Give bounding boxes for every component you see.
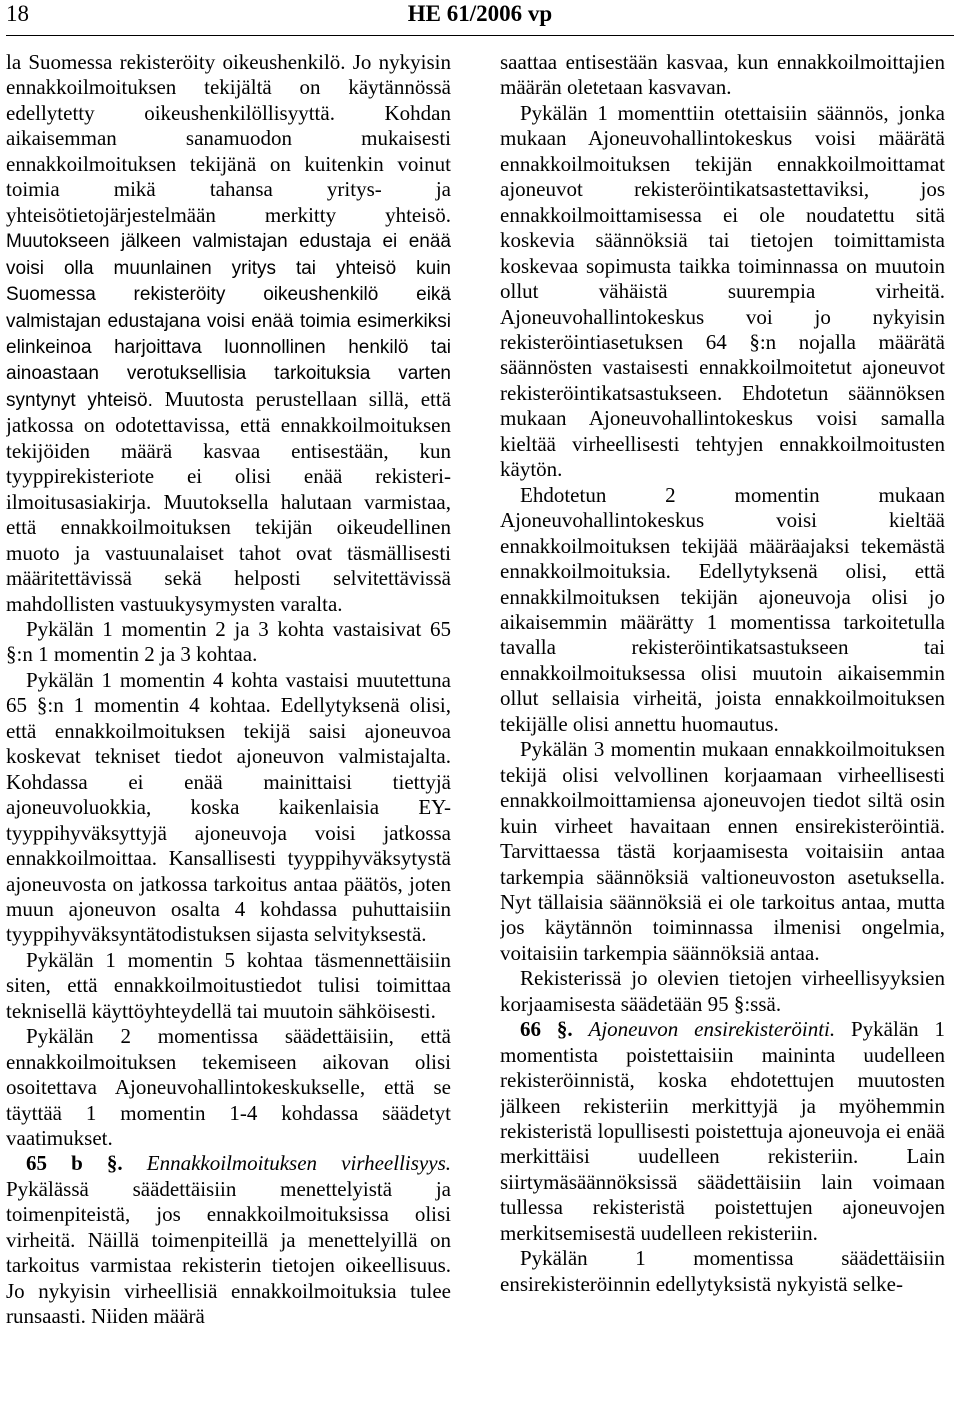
paragraph: Pykälän 1 momentin 2 ja 3 kohta vastaisivat 65 §:n 1 momentin 2 ja 3 kohtaa. xyxy=(6,616,451,667)
section-title: Ajoneuvon ensirekisteröinti. xyxy=(588,1017,836,1042)
paragraph: Pykälän 1 momentin 5 kohtaa täsmennettäisiin siten, että ennakkoilmoitustiedot tulisi toimittaa teknisellä käyttöyhteydellä tai muutoin sähköisesti. xyxy=(6,947,451,1023)
paragraph-text: Muutosta perustellaan sillä, että jatkossa on odotettavissa, että ennakkoilmoituksen tekijöiden määrä kasvaa entisestään, kun tyyppirekisteriote ei olisi enää rekisteri-ilmoitusasiakirja. Muutoksella halutaan varmistaa, että ennakkoilmoituksen tekijän oikeudellinen muoto ja vastuunalaiset tahot ovat täsmällisesti määritettävissä sekä helposti selvitettävissä mahdollisten vastuukysymysten varalta. xyxy=(6,386,451,616)
section-text: Pykälän 1 momentista poistettaisiin maininta uudelleen rekisteröinnistä, koska ehdotettujen muutosten jälkeen rekisteriin merkittyjä ja myöhemmin rekisteristä lopullisesti poistettuja ajoneuvoja ei enää merkittäisi uudelleen rekisteriin. Lain siirtymäsäännöksissä säädettäisiin lain voimaan tullessa rekisteristä poistettujen ajoneuvojen merkitsemisestä uudelleen rekisteriin. xyxy=(500,1017,945,1245)
paragraph xyxy=(6,50,451,617)
paragraph: Rekisterissä jo olevien tietojen virheellisyyksien korjaamisesta säädetään 95 §:ssä. xyxy=(500,966,945,1016)
paragraph: Pykälän 2 momentissa säädettäisiin, että ennakkoilmoituksen tekemiseen aikovan olisi osoitettava Ajoneuvohallintokeskukselle, että se täyttää 1 momentin 1-4 kohdassa säädetyt vaatimukset. xyxy=(6,1024,451,1151)
right-column xyxy=(500,50,945,1414)
page-number: 18 xyxy=(6,1,29,26)
paragraph: Pykälän 1 momenttiin otettaisiin säännös, jonka mukaan Ajoneuvohallintokeskus voisi määrätä ennakkoilmoituksen tekijän ennakkoilmoittamat ajoneuvot rekisteröintikatsastettaviksi, jos ennakkoilmoittamisessa ei ole noudatettu sitä koskevia säännöksiä tai tietojen toimittamista koskevaa sopimusta taikka toiminnassa on muutoin ollut vähäistä suurempia virheitä. Ajoneuvohallintokeskus voi jo nykyisin rekisteröintiasetuksen 64 §:n nojalla määrätä säännösten vastaisesti ennakkoilmoitetut ajoneuvot rekisteröintikatsastukseen. Ehdotetun säännöksen mukaan Ajoneuvohallintokeskus voisi samalla kieltää virheellisesti tehtyjen ennakkoilmoitusten käytön. xyxy=(500,100,945,482)
section-mark: §. xyxy=(556,1017,573,1042)
left-column xyxy=(6,50,451,1414)
section-65b xyxy=(6,1151,451,1329)
header-rule xyxy=(6,35,954,36)
document-id: HE 61/2006 vp xyxy=(407,1,553,26)
section-mark: §. xyxy=(106,1151,123,1176)
section-text: Pykälässä säädettäisiin menettelyistä ja toimenpiteistä, jos ennakkoilmoituksissa olisi virheitä. Näillä toimenpiteillä ja menettelyillä on tarkoitus varmistaa rekisterin tietojen oikeellisuus. Jo nykyisin virheellisiä ennakkoilmoituksia tulee runsaasti. Niiden määrä xyxy=(6,1176,451,1329)
paragraph: Pykälän 3 momentin mukaan ennakkoilmoituksen tekijä olisi velvollinen korjaamaan virheellisesti ennakkoilmoittamiensa ajoneuvojen tiedot siltä osin kuin virheet havaitaan ennen ensirekisteröintiä. Tarvittaessa tästä korjaamisesta voitaisiin antaa tarkempia säännöksiä valtioneuvoston asetuksella. Nyt tällaisia säännöksiä ei ole tarkoitus antaa, mutta jos käytännön toiminnassa ilmenisi ongelmia, voitaisiin tarkempia säännöksiä antaa. xyxy=(500,737,945,965)
paragraph: Ehdotetun 2 momentin mukaan Ajoneuvohallintokeskus voisi kieltää ennakkoilmoituksen tekijää määräajaksi tekemästä ennakkoilmoituksia. Edellytyksenä olisi, että ennakkilmoituksen tekijän ajoneuvoja olisi jo aikaisemmin määrätty 1 momentissa tarkoitetulla tavalla rekisteröintikatsastukseen tai ennakkoilmoituksessa olisi muutoin aikaisemmin ollut sellaisia virheitä, joista ennakkoilmoituksen tekijälle olisi annettu huomautus. xyxy=(500,482,945,736)
section-number: 65 b xyxy=(26,1151,83,1176)
paragraph: Pykälän 1 momentissa säädettäisiin ensirekisteröinnin edellytyksistä nykyistä selke- xyxy=(500,1246,945,1296)
paragraph: Pykälän 1 momentin 4 kohta vastaisi muutettuna 65 §:n 1 momentin 4 kohtaa. Edellytyksenä olisi, että ennakkoilmoituksen tekijä saisi ajoneuvoa koskevat tekniset tiedot ajoneuvon valmistajalta. Kohdassa ei enää mainittaisi tiettyjä ajoneuvoluokkia, koska kaikenlaisia EY-tyyppihyväksyttyjä ajoneuvoja voisi jatkossa ennakkoilmoittaa. Kansallisesti tyyppihyväksytystä ajoneuvosta on jatkossa tarkoitus antaa päätös, joten muun ajoneuvon osalta 4 kohdassa puhuttaisiin tyyppihyväksyntätodistuksen sijasta selvityksestä. xyxy=(6,667,451,947)
page-header xyxy=(0,0,960,32)
section-number: 66 xyxy=(520,1017,541,1042)
paragraph-text-sans: Muutokseen jälkeen valmistajan edustaja ei enää voisi olla muunlainen yritys tai yhteisö kuin Suomessa rekisteröity oikeushenkilö eikä valmistajan edustajana voisi enää toimia esimerkiksi elinkeinoa harjoittava luonnollinen henkilö tai ainoastaan verotuksellisia tarkoituksia varten syntynyt yhteisö. xyxy=(6,231,451,411)
paragraph: saattaa entisestään kasvaa, kun ennakkoilmoittajien määrän oletetaan kasvavan. xyxy=(500,50,945,100)
section-title: Ennakkoilmoituksen virheellisyys. xyxy=(146,1151,451,1176)
paragraph-text: la Suomessa rekisteröity oikeushenkilö. Jo nykyisin ennakkoilmoituksen tekijältä on käytännössä edellytetty oikeushenkilöllisyyttä. Kohdan aikaisemman sanamuodon mukaisesti ennakkoilmoituksen tekijänä on kuitenkin voinut toimia mikä tahansa yritys- ja yhteisötietojärjestelmään merkitty yhteisö. xyxy=(6,50,451,227)
section-66 xyxy=(500,1017,945,1246)
